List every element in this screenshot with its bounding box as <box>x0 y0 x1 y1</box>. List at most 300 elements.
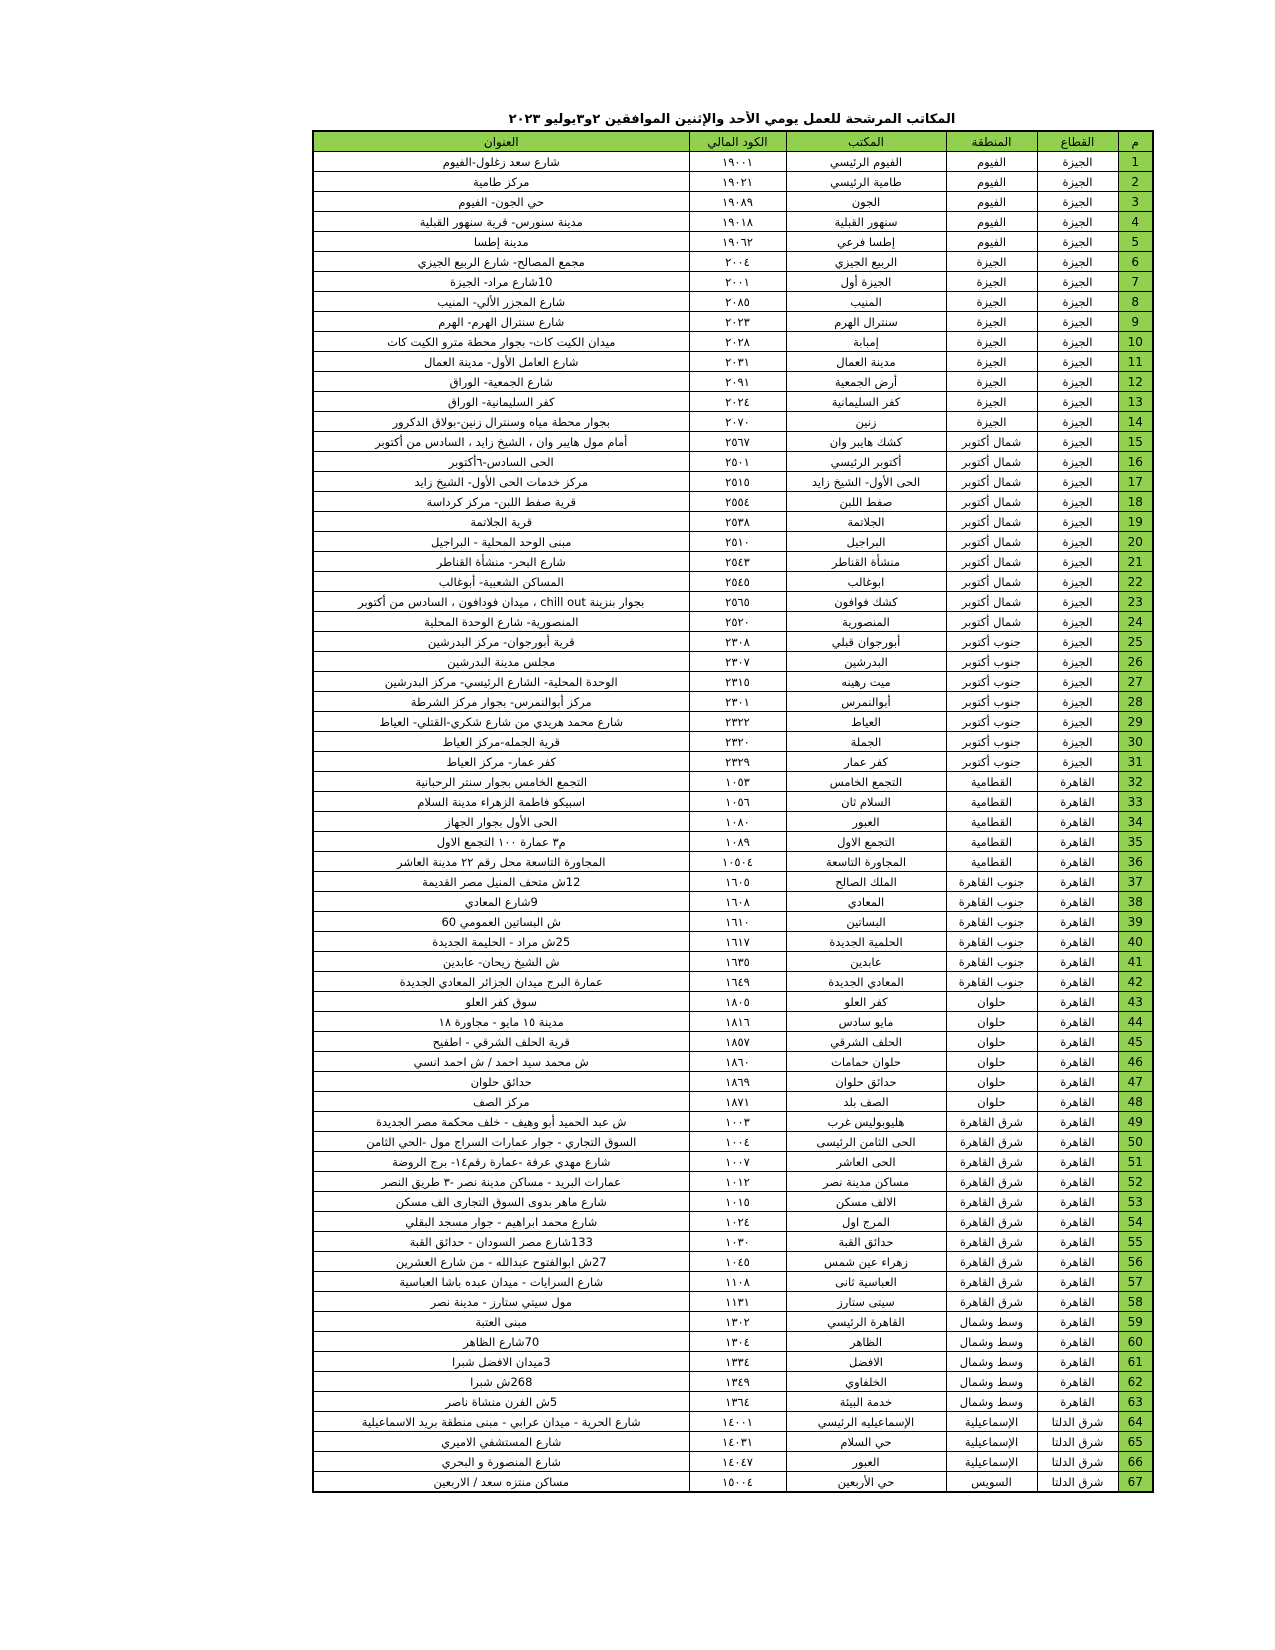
sector-cell: القاهرة <box>1037 1032 1118 1052</box>
financial-code-cell: ١٩٠٢١ <box>689 172 786 192</box>
financial-code-cell: ١٠٥٠٤ <box>689 852 786 872</box>
header-office: المكتب <box>786 131 946 152</box>
address-cell: م٣ عمارة ١٠٠ التجمع الاول <box>313 832 689 852</box>
table-row <box>313 1132 1153 1152</box>
row-index: 57 <box>1118 1272 1153 1292</box>
office-cell: إطسا فرعي <box>786 232 946 252</box>
table-row <box>313 1032 1153 1052</box>
table-row <box>313 372 1153 392</box>
financial-code-cell: ١٦٠٨ <box>689 892 786 912</box>
row-index: 62 <box>1118 1372 1153 1392</box>
row-index: 3 <box>1118 192 1153 212</box>
region-cell: جنوب أكتوبر <box>946 712 1037 732</box>
office-cell: السلام ثان <box>786 792 946 812</box>
table-row <box>313 1332 1153 1352</box>
financial-code-cell: ٢٣٢٩ <box>689 752 786 772</box>
region-cell: الجيزة <box>946 252 1037 272</box>
financial-code-cell: ١٨٧١ <box>689 1092 786 1112</box>
financial-code-cell: ١٩٠١٨ <box>689 212 786 232</box>
financial-code-cell: ١٩٠٦٢ <box>689 232 786 252</box>
sector-cell: القاهرة <box>1037 872 1118 892</box>
office-cell: أبورجوان قبلي <box>786 632 946 652</box>
region-cell: الجيزة <box>946 292 1037 312</box>
row-index: 46 <box>1118 1052 1153 1072</box>
row-index: 52 <box>1118 1172 1153 1192</box>
sector-cell: القاهرة <box>1037 1012 1118 1032</box>
region-cell: جنوب أكتوبر <box>946 672 1037 692</box>
sector-cell: الجيزة <box>1037 532 1118 552</box>
address-cell: مركز خدمات الحى الأول- الشيخ زايد <box>313 472 689 492</box>
sector-cell: شرق الدلتا <box>1037 1432 1118 1452</box>
financial-code-cell: ٢٣٠٧ <box>689 652 786 672</box>
address-cell: ش الشيخ ريحان- عابدين <box>313 952 689 972</box>
sector-cell: الجيزة <box>1037 492 1118 512</box>
office-cell: المعادي <box>786 892 946 912</box>
address-cell: شارع السرايات - ميدان عبده باشا العباسية <box>313 1272 689 1292</box>
row-index: 55 <box>1118 1232 1153 1252</box>
financial-code-cell: ١٠٨٩ <box>689 832 786 852</box>
sector-cell: القاهرة <box>1037 1232 1118 1252</box>
office-cell: إمبابة <box>786 332 946 352</box>
table-row <box>313 1092 1153 1112</box>
office-cell: الصف بلد <box>786 1092 946 1112</box>
financial-code-cell: ١٠٤٥ <box>689 1252 786 1272</box>
region-cell: حلوان <box>946 992 1037 1012</box>
table-row <box>313 172 1153 192</box>
financial-code-cell: ١٦١٠ <box>689 912 786 932</box>
address-cell: 9شارع المعادي <box>313 892 689 912</box>
region-cell: الفيوم <box>946 192 1037 212</box>
row-index: 7 <box>1118 272 1153 292</box>
address-cell: مركز الصف <box>313 1092 689 1112</box>
financial-code-cell: ١٣٠٤ <box>689 1332 786 1352</box>
address-cell: قرية صفط اللبن- مركز كرداسة <box>313 492 689 512</box>
row-index: 14 <box>1118 412 1153 432</box>
region-cell: جنوب أكتوبر <box>946 732 1037 752</box>
region-cell: وسط وشمال <box>946 1392 1037 1412</box>
financial-code-cell: ١٠٠٧ <box>689 1152 786 1172</box>
table-row <box>313 792 1153 812</box>
office-cell: حي السلام <box>786 1432 946 1452</box>
sector-cell: القاهرة <box>1037 812 1118 832</box>
address-cell: 25ش مراد - الحليمة الجديدة <box>313 932 689 952</box>
row-index: 15 <box>1118 432 1153 452</box>
sector-cell: الجيزة <box>1037 472 1118 492</box>
address-cell: شارع محمد ابراهيم - جوار مسجد البقلي <box>313 1212 689 1232</box>
region-cell: شرق القاهرة <box>946 1132 1037 1152</box>
office-cell: الملك الصالح <box>786 872 946 892</box>
row-index: 43 <box>1118 992 1153 1012</box>
sector-cell: القاهرة <box>1037 1332 1118 1352</box>
sector-cell: القاهرة <box>1037 1052 1118 1072</box>
sector-cell: الجيزة <box>1037 252 1118 272</box>
table-row <box>313 392 1153 412</box>
region-cell: الجيزة <box>946 412 1037 432</box>
financial-code-cell: ١٨٦٠ <box>689 1052 786 1072</box>
table-row <box>313 1012 1153 1032</box>
region-cell: الإسماعيلية <box>946 1432 1037 1452</box>
financial-code-cell: ٢٣٠١ <box>689 692 786 712</box>
sector-cell: القاهرة <box>1037 1172 1118 1192</box>
table-row <box>313 1272 1153 1292</box>
row-index: 29 <box>1118 712 1153 732</box>
sector-cell: القاهرة <box>1037 1392 1118 1412</box>
table-body <box>313 152 1153 1493</box>
row-index: 59 <box>1118 1312 1153 1332</box>
table-row <box>313 612 1153 632</box>
financial-code-cell: ٢٠٩١ <box>689 372 786 392</box>
financial-code-cell: ٢٣٢٢ <box>689 712 786 732</box>
region-cell: حلوان <box>946 1032 1037 1052</box>
address-cell: مركز طامية <box>313 172 689 192</box>
table-row <box>313 632 1153 652</box>
table-row <box>313 1312 1153 1332</box>
table-row <box>313 252 1153 272</box>
sector-cell: القاهرة <box>1037 1132 1118 1152</box>
office-cell: الجون <box>786 192 946 212</box>
office-cell: أكتوبر الرئيسي <box>786 452 946 472</box>
table-row <box>313 272 1153 292</box>
sector-cell: القاهرة <box>1037 1272 1118 1292</box>
row-index: 18 <box>1118 492 1153 512</box>
table-row <box>313 232 1153 252</box>
address-cell: المجاورة التاسعة محل رقم ٢٢ مدينة العاشر <box>313 852 689 872</box>
financial-code-cell: ٢٥٣٨ <box>689 512 786 532</box>
table-row <box>313 1352 1153 1372</box>
office-cell: أرض الجمعية <box>786 372 946 392</box>
page-title: المكاتب المرشحة للعمل يومي الأحد والإثنين الموافقين ٢و٣يوليو ٢٠٢٣ <box>508 112 956 127</box>
region-cell: شرق القاهرة <box>946 1212 1037 1232</box>
financial-code-cell: ٢٥٠١ <box>689 452 786 472</box>
financial-code-cell: ١٦٣٥ <box>689 952 786 972</box>
row-index: 48 <box>1118 1092 1153 1112</box>
region-cell: حلوان <box>946 1012 1037 1032</box>
office-cell: حدائق حلوان <box>786 1072 946 1092</box>
address-cell: قرية أبورجوان- مركز البدرشين <box>313 632 689 652</box>
table-row <box>313 1212 1153 1232</box>
region-cell: شمال أكتوبر <box>946 612 1037 632</box>
table-row <box>313 1432 1153 1452</box>
office-cell: منشأة القناطر <box>786 552 946 572</box>
row-index: 64 <box>1118 1412 1153 1432</box>
region-cell: شرق القاهرة <box>946 1172 1037 1192</box>
table-row <box>313 1112 1153 1132</box>
address-cell: بجوار محطة مياه وسنترال زنين-بولاق الدكرور <box>313 412 689 432</box>
financial-code-cell: ١٦٤٩ <box>689 972 786 992</box>
office-cell: عابدين <box>786 952 946 972</box>
office-cell: زنين <box>786 412 946 432</box>
region-cell: جنوب القاهرة <box>946 972 1037 992</box>
header-sector: القطاع <box>1037 131 1118 152</box>
row-index: 41 <box>1118 952 1153 972</box>
row-index: 31 <box>1118 752 1153 772</box>
row-index: 12 <box>1118 372 1153 392</box>
region-cell: الجيزة <box>946 352 1037 372</box>
address-cell: ش عبد الحميد أبو وهيف - خلف محكمة مصر الجديدة <box>313 1112 689 1132</box>
address-cell: كفر السليمانية- الوراق <box>313 392 689 412</box>
financial-code-cell: ١٠٠٣ <box>689 1112 786 1132</box>
region-cell: القطامية <box>946 792 1037 812</box>
sector-cell: القاهرة <box>1037 952 1118 972</box>
sector-cell: الجيزة <box>1037 612 1118 632</box>
row-index: 36 <box>1118 852 1153 872</box>
address-cell: شارع سعد زغلول-الفيوم <box>313 152 689 172</box>
sector-cell: الجيزة <box>1037 312 1118 332</box>
row-index: 23 <box>1118 592 1153 612</box>
address-cell: مبنى العتبة <box>313 1312 689 1332</box>
table-row <box>313 512 1153 532</box>
region-cell: جنوب القاهرة <box>946 932 1037 952</box>
financial-code-cell: ٢٠٠١ <box>689 272 786 292</box>
address-cell: الوحدة المحلية- الشارع الرئيسي- مركز البدرشين <box>313 672 689 692</box>
row-index: 30 <box>1118 732 1153 752</box>
address-cell: مدينة إطسا <box>313 232 689 252</box>
row-index: 4 <box>1118 212 1153 232</box>
region-cell: شمال أكتوبر <box>946 572 1037 592</box>
financial-code-cell: ٢٠٨٥ <box>689 292 786 312</box>
office-cell: خدمة البيئة <box>786 1392 946 1412</box>
office-cell: الحى العاشر <box>786 1152 946 1172</box>
sector-cell: الجيزة <box>1037 512 1118 532</box>
office-cell: مساكن مدينة نصر <box>786 1172 946 1192</box>
row-index: 54 <box>1118 1212 1153 1232</box>
table-header-row <box>313 131 1153 152</box>
row-index: 32 <box>1118 772 1153 792</box>
sector-cell: الجيزة <box>1037 712 1118 732</box>
region-cell: الجيزة <box>946 372 1037 392</box>
table-row <box>313 292 1153 312</box>
sector-cell: القاهرة <box>1037 772 1118 792</box>
table-row <box>313 852 1153 872</box>
table-row <box>313 1372 1153 1392</box>
region-cell: شرق القاهرة <box>946 1272 1037 1292</box>
sector-cell: القاهرة <box>1037 992 1118 1012</box>
financial-code-cell: ١٦١٧ <box>689 932 786 952</box>
financial-code-cell: ٢٥٢٠ <box>689 612 786 632</box>
table-row <box>313 1392 1153 1412</box>
region-cell: القطامية <box>946 852 1037 872</box>
table-row <box>313 1072 1153 1092</box>
office-cell: الحلمية الجديدة <box>786 932 946 952</box>
region-cell: شرق القاهرة <box>946 1252 1037 1272</box>
financial-code-cell: ١٩٠٠١ <box>689 152 786 172</box>
office-cell: ابوغالب <box>786 572 946 592</box>
office-cell: الربيع الجيزي <box>786 252 946 272</box>
office-cell: كفر عمار <box>786 752 946 772</box>
office-cell: المجاورة التاسعة <box>786 852 946 872</box>
table-row <box>313 652 1153 672</box>
row-index: 47 <box>1118 1072 1153 1092</box>
table-row <box>313 752 1153 772</box>
row-index: 53 <box>1118 1192 1153 1212</box>
office-cell: مايو سادس <box>786 1012 946 1032</box>
office-cell: العياط <box>786 712 946 732</box>
row-index: 35 <box>1118 832 1153 852</box>
address-cell: شارع الجمعية- الوراق <box>313 372 689 392</box>
row-index: 60 <box>1118 1332 1153 1352</box>
financial-code-cell: ١٣٦٤ <box>689 1392 786 1412</box>
office-cell: التجمع الاول <box>786 832 946 852</box>
financial-code-cell: ١٨١٦ <box>689 1012 786 1032</box>
region-cell: شمال أكتوبر <box>946 592 1037 612</box>
financial-code-cell: ٢٠٢٤ <box>689 392 786 412</box>
sector-cell: الجيزة <box>1037 432 1118 452</box>
table-row <box>313 1472 1153 1493</box>
row-index: 63 <box>1118 1392 1153 1412</box>
row-index: 26 <box>1118 652 1153 672</box>
region-cell: حلوان <box>946 1072 1037 1092</box>
region-cell: شمال أكتوبر <box>946 532 1037 552</box>
address-cell: مول سيتي ستارز - مدينة نصر <box>313 1292 689 1312</box>
office-cell: العبور <box>786 812 946 832</box>
table-row <box>313 532 1153 552</box>
region-cell: جنوب القاهرة <box>946 872 1037 892</box>
financial-code-cell: ٢٠٧٠ <box>689 412 786 432</box>
financial-code-cell: ١١٠٨ <box>689 1272 786 1292</box>
sector-cell: الجيزة <box>1037 452 1118 472</box>
row-index: 61 <box>1118 1352 1153 1372</box>
financial-code-cell: ١٠٣٠ <box>689 1232 786 1252</box>
region-cell: وسط وشمال <box>946 1372 1037 1392</box>
row-index: 37 <box>1118 872 1153 892</box>
row-index: 34 <box>1118 812 1153 832</box>
row-index: 2 <box>1118 172 1153 192</box>
table-row <box>313 892 1153 912</box>
office-cell: صفط اللبن <box>786 492 946 512</box>
region-cell: الفيوم <box>946 212 1037 232</box>
table-row <box>313 1292 1153 1312</box>
address-cell: 133شارع مصر السودان - حدائق القبة <box>313 1232 689 1252</box>
office-cell: أبوالنمرس <box>786 692 946 712</box>
address-cell: حدائق حلوان <box>313 1072 689 1092</box>
table-row <box>313 672 1153 692</box>
financial-code-cell: ١٠٨٠ <box>689 812 786 832</box>
financial-code-cell: ١٣٣٤ <box>689 1352 786 1372</box>
office-cell: كفر السليمانية <box>786 392 946 412</box>
row-index: 38 <box>1118 892 1153 912</box>
financial-code-cell: ١٠٠٤ <box>689 1132 786 1152</box>
region-cell: الجيزة <box>946 332 1037 352</box>
financial-code-cell: ١٩٠٨٩ <box>689 192 786 212</box>
row-index: 66 <box>1118 1452 1153 1472</box>
header-financial-code: الكود المالي <box>689 131 786 152</box>
table-row <box>313 1412 1153 1432</box>
address-cell: شارع محمد هريدي من شارع شكري-القتلي- العياط <box>313 712 689 732</box>
sector-cell: القاهرة <box>1037 1112 1118 1132</box>
region-cell: الجيزة <box>946 272 1037 292</box>
row-index: 25 <box>1118 632 1153 652</box>
address-cell: حي الجون- الفيوم <box>313 192 689 212</box>
address-cell: شارع المستشفي الاميري <box>313 1432 689 1452</box>
financial-code-cell: ١٨٠٥ <box>689 992 786 1012</box>
address-cell: شارع سنترال الهرم- الهرم <box>313 312 689 332</box>
row-index: 28 <box>1118 692 1153 712</box>
sector-cell: الجيزة <box>1037 292 1118 312</box>
header-address: العنوان <box>313 131 689 152</box>
sector-cell: القاهرة <box>1037 1212 1118 1232</box>
sector-cell: القاهرة <box>1037 1072 1118 1092</box>
office-cell: سيتى ستارز <box>786 1292 946 1312</box>
financial-code-cell: ١٣٤٩ <box>689 1372 786 1392</box>
address-cell: شارع البحر- منشأة القناطر <box>313 552 689 572</box>
address-cell: اسبيكو فاطمة الزهراء مدينة السلام <box>313 792 689 812</box>
table-row <box>313 152 1153 172</box>
address-cell: عمارات البريد - مساكن مدينة نصر -٣ طريق النصر <box>313 1172 689 1192</box>
region-cell: شمال أكتوبر <box>946 492 1037 512</box>
office-cell: العباسية ثانى <box>786 1272 946 1292</box>
financial-code-cell: ١٨٦٩ <box>689 1072 786 1092</box>
office-cell: طامية الرئيسي <box>786 172 946 192</box>
region-cell: الإسماعيلية <box>946 1412 1037 1432</box>
address-cell: عمارة البرج ميدان الجزائر المعادي الجديدة <box>313 972 689 992</box>
row-index: 58 <box>1118 1292 1153 1312</box>
row-index: 51 <box>1118 1152 1153 1172</box>
office-cell: كشك هايبر وان <box>786 432 946 452</box>
table-row <box>313 692 1153 712</box>
financial-code-cell: ٢٣٠٨ <box>689 632 786 652</box>
office-cell: حلوان حمامات <box>786 1052 946 1072</box>
table-row <box>313 912 1153 932</box>
address-cell: شارع المنصورة و البحري <box>313 1452 689 1472</box>
region-cell: وسط وشمال <box>946 1352 1037 1372</box>
table-row <box>313 192 1153 212</box>
table-row <box>313 992 1153 1012</box>
sector-cell: شرق الدلتا <box>1037 1472 1118 1493</box>
table-row <box>313 452 1153 472</box>
table-row <box>313 772 1153 792</box>
header-index: م <box>1118 131 1153 152</box>
financial-code-cell: ٢٥٤٣ <box>689 552 786 572</box>
region-cell: شرق القاهرة <box>946 1232 1037 1252</box>
row-index: 21 <box>1118 552 1153 572</box>
row-index: 5 <box>1118 232 1153 252</box>
region-cell: جنوب أكتوبر <box>946 692 1037 712</box>
office-cell: زهراء عين شمس <box>786 1252 946 1272</box>
address-cell: مساكن منتزه سعد / الاربعين <box>313 1472 689 1493</box>
table-row <box>313 1152 1153 1172</box>
financial-code-cell: ١٣٠٢ <box>689 1312 786 1332</box>
region-cell: حلوان <box>946 1052 1037 1072</box>
sector-cell: القاهرة <box>1037 1192 1118 1212</box>
table-row <box>313 972 1153 992</box>
sector-cell: الجيزة <box>1037 332 1118 352</box>
table-row <box>313 952 1153 972</box>
region-cell: جنوب أكتوبر <box>946 632 1037 652</box>
office-cell: التجمع الخامس <box>786 772 946 792</box>
table-row <box>313 552 1153 572</box>
row-index: 67 <box>1118 1472 1153 1493</box>
row-index: 24 <box>1118 612 1153 632</box>
sector-cell: القاهرة <box>1037 852 1118 872</box>
address-cell: سوق كفر العلو <box>313 992 689 1012</box>
table-row <box>313 412 1153 432</box>
address-cell: شارع المجزر الألي- المنيب <box>313 292 689 312</box>
region-cell: وسط وشمال <box>946 1312 1037 1332</box>
table-row <box>313 1252 1153 1272</box>
sector-cell: الجيزة <box>1037 352 1118 372</box>
table-row <box>313 832 1153 852</box>
office-cell: مدينة العمال <box>786 352 946 372</box>
sector-cell: الجيزة <box>1037 692 1118 712</box>
table-row <box>313 432 1153 452</box>
sector-cell: الجيزة <box>1037 592 1118 612</box>
row-index: 20 <box>1118 532 1153 552</box>
region-cell: شرق القاهرة <box>946 1192 1037 1212</box>
address-cell: قرية الجمله-مركز العياط <box>313 732 689 752</box>
address-cell: السوق التجاري - جوار عمارات السراج مول -الحي الثامن <box>313 1132 689 1152</box>
address-cell: التجمع الخامس بجوار سنتر الرحبانية <box>313 772 689 792</box>
region-cell: الجيزة <box>946 392 1037 412</box>
